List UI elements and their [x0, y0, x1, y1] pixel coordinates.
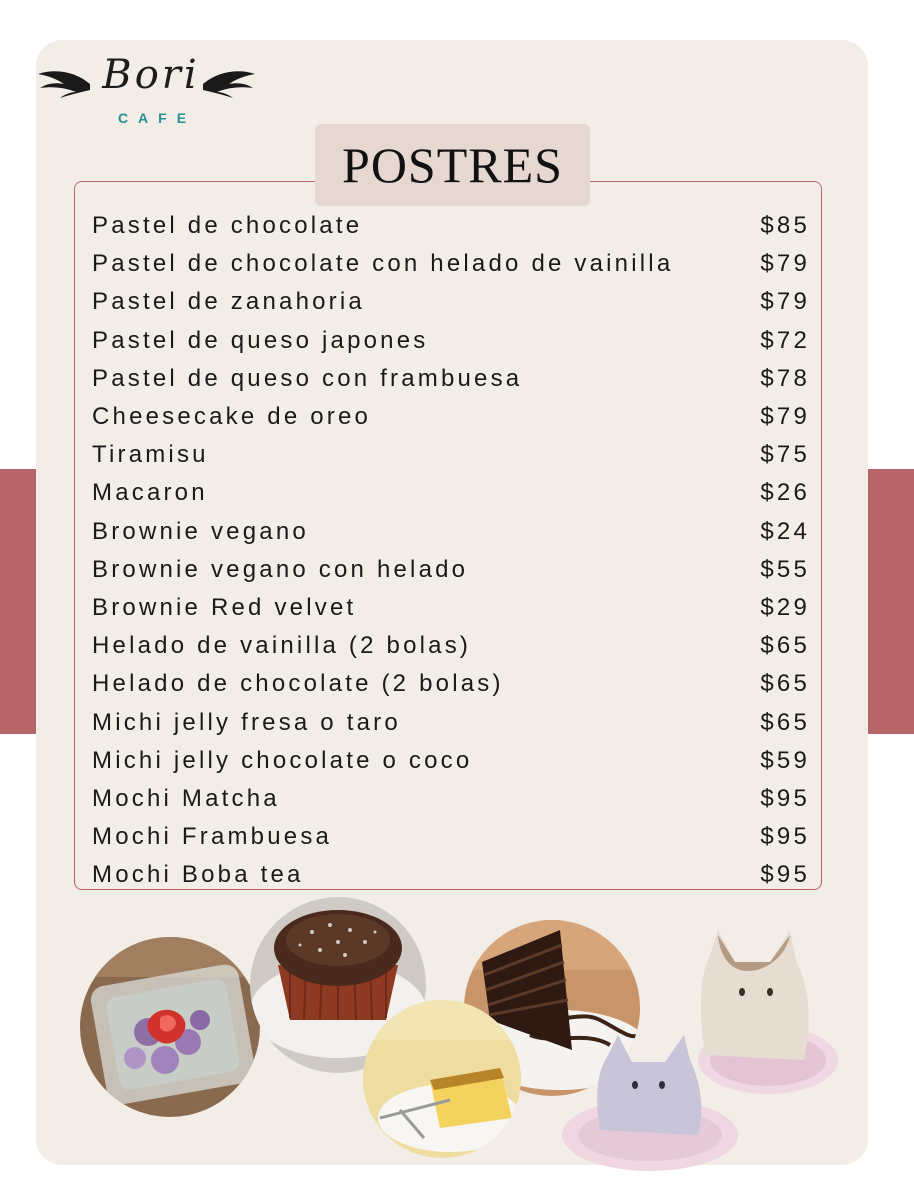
menu-item [92, 360, 810, 398]
menu-item [92, 780, 810, 818]
menu-item [92, 245, 810, 283]
menu-item-price: $95 [760, 823, 810, 851]
menu-item-price: $29 [760, 593, 810, 621]
menu-item-price: $75 [760, 441, 810, 469]
menu-item-price: $95 [760, 861, 810, 889]
menu-item [92, 742, 810, 780]
menu-item-name: Brownie vegano [92, 517, 309, 545]
menu-list [92, 207, 810, 894]
menu-item-price: $59 [760, 746, 810, 774]
menu-item-price: $65 [760, 670, 810, 698]
menu-item-name: Mochi Boba tea [92, 861, 304, 889]
menu-item-name: Brownie vegano con helado [92, 555, 469, 583]
menu-item [92, 856, 810, 894]
menu-item [92, 513, 810, 551]
menu-item-price: $72 [760, 326, 810, 354]
menu-item [92, 627, 810, 665]
menu-item-price: $55 [760, 555, 810, 583]
menu-item [92, 551, 810, 589]
menu-item [92, 703, 810, 741]
menu-item-price: $26 [760, 479, 810, 507]
menu-item [92, 398, 810, 436]
menu-item-price: $65 [760, 708, 810, 736]
menu-item-price: $78 [760, 364, 810, 392]
menu-item-price: $24 [760, 517, 810, 545]
menu-item-name: Mochi Frambuesa [92, 823, 333, 851]
cafe-logo [36, 50, 256, 130]
menu-item [92, 207, 810, 245]
menu-item-price: $79 [760, 250, 810, 278]
menu-item-price: $85 [760, 212, 810, 240]
menu-item-name: Pastel de chocolate con helado de vainilla [92, 250, 674, 278]
menu-item-name: Brownie Red velvet [92, 593, 357, 621]
menu-item-price: $79 [760, 288, 810, 316]
menu-item-name: Helado de vainilla (2 bolas) [92, 632, 472, 660]
menu-item-name: Mochi Matcha [92, 784, 280, 812]
page-title: POSTRES [342, 137, 563, 193]
right-accent-band [868, 469, 914, 734]
menu-item-name: Michi jelly fresa o taro [92, 708, 401, 736]
left-accent-band [0, 469, 36, 734]
menu-item [92, 283, 810, 321]
menu-item-price: $79 [760, 403, 810, 431]
menu-item [92, 322, 810, 360]
menu-item [92, 436, 810, 474]
menu-item-name: Tiramisu [92, 441, 209, 469]
menu-item-price: $95 [760, 784, 810, 812]
menu-item-name: Helado de chocolate (2 bolas) [92, 670, 504, 698]
menu-item-name: Cheesecake de oreo [92, 403, 372, 431]
menu-item-name: Pastel de queso japones [92, 326, 429, 354]
menu-item [92, 589, 810, 627]
menu-item-price: $65 [760, 632, 810, 660]
logo-wordmark: Bori [102, 52, 200, 98]
menu-item-name: Macaron [92, 479, 208, 507]
menu-item-name: Pastel de queso con frambuesa [92, 364, 523, 392]
menu-item-name: Pastel de zanahoria [92, 288, 365, 316]
menu-item-name: Pastel de chocolate [92, 212, 363, 240]
logo-subtitle: CAFE [117, 110, 197, 126]
menu-item [92, 474, 810, 512]
title-badge [315, 124, 590, 206]
menu-item-name: Michi jelly chocolate o coco [92, 746, 473, 774]
menu-item [92, 665, 810, 703]
menu-item [92, 818, 810, 856]
